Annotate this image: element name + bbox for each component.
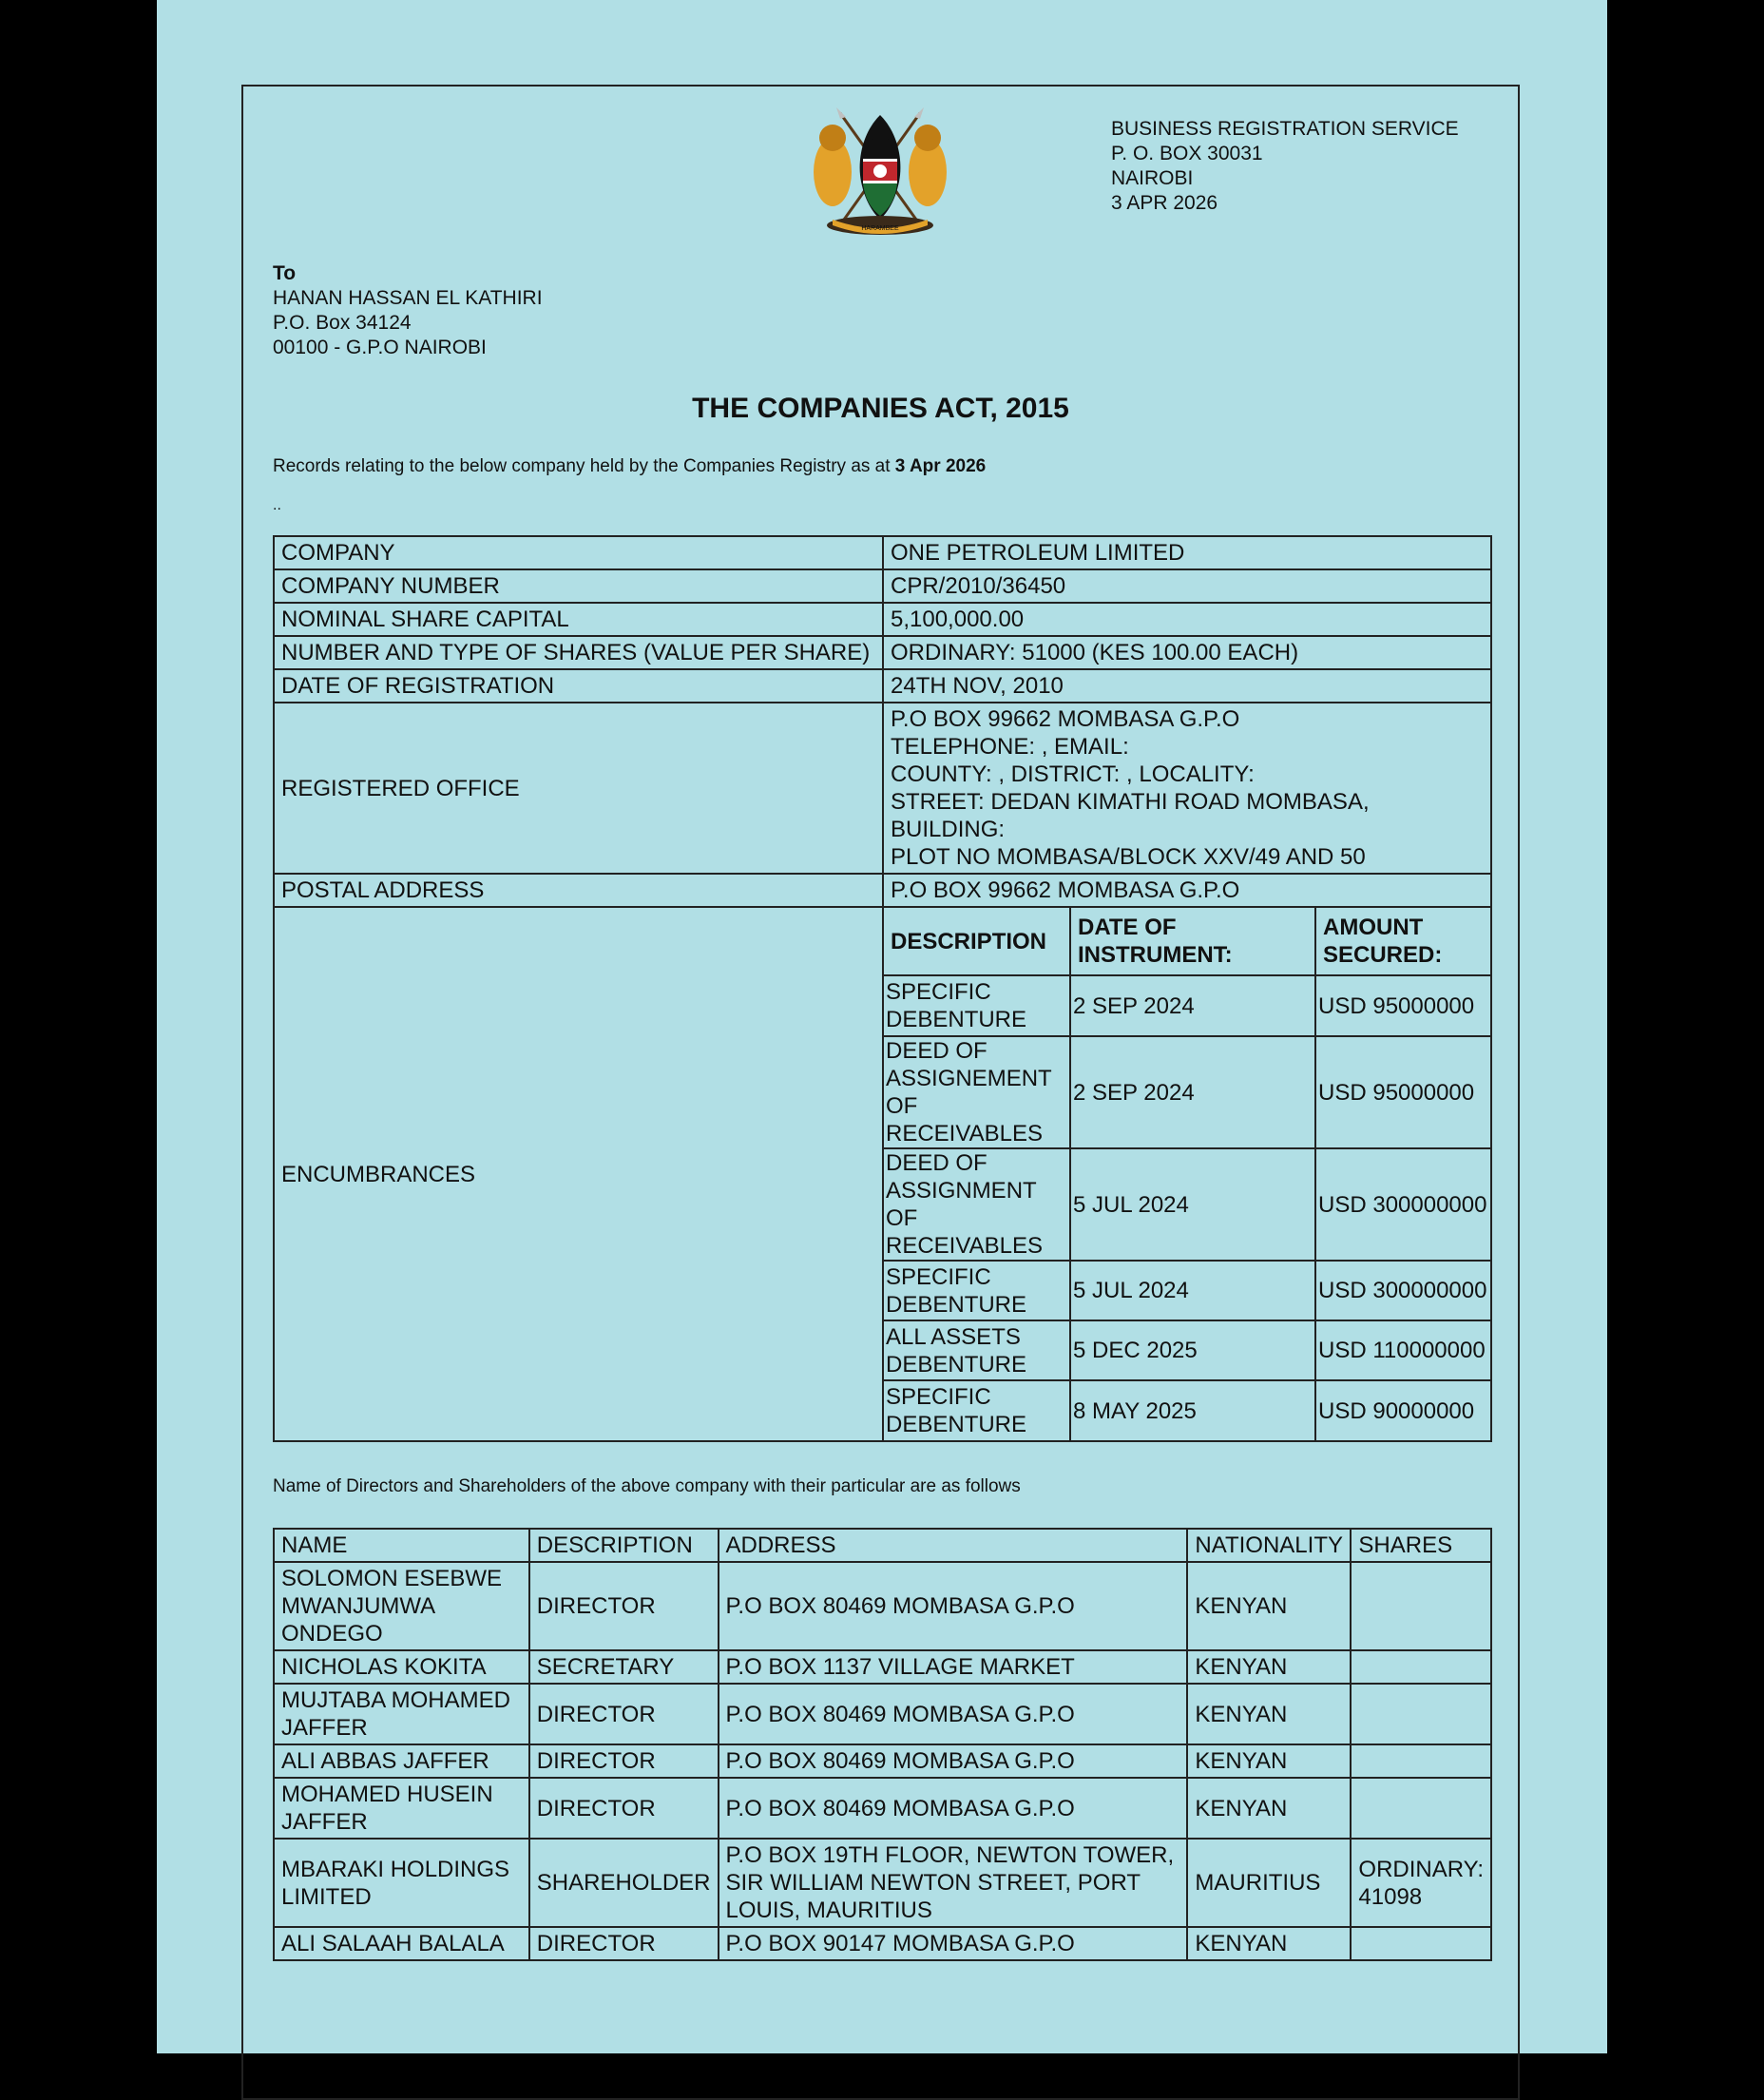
table-row: [274, 1562, 1491, 1650]
shares-type-label: NUMBER AND TYPE OF SHARES (VALUE PER SHARE): [274, 636, 883, 669]
dots: ..: [273, 497, 281, 513]
registered-office-label: REGISTERED OFFICE: [274, 703, 883, 874]
registered-office-value: [883, 703, 1491, 874]
table-cell: 5 DEC 2025: [1070, 1320, 1315, 1380]
director-name: MOHAMED HUSEIN JAFFER: [274, 1778, 529, 1839]
director-nationality: KENYAN: [1187, 1927, 1351, 1960]
column-header: DESCRIPTION: [884, 908, 1070, 975]
table-cell: SPECIFIC DEBENTURE: [884, 1261, 1070, 1320]
table-row: [274, 907, 1491, 1441]
table-cell: 5 JUL 2024: [1070, 1148, 1315, 1261]
director-nationality: KENYAN: [1187, 1744, 1351, 1778]
encumbrances-cell: [883, 907, 1491, 1441]
column-header: NATIONALITY: [1187, 1529, 1351, 1562]
table-row: [274, 1778, 1491, 1839]
table-row: [274, 1927, 1491, 1960]
encumbrances-table: [884, 908, 1490, 1440]
director-nationality: KENYAN: [1187, 1778, 1351, 1839]
director-address: P.O BOX 80469 MOMBASA G.P.O: [719, 1778, 1188, 1839]
company-label: COMPANY: [274, 536, 883, 569]
table-row: [274, 703, 1491, 874]
director-role: DIRECTOR: [529, 1684, 719, 1744]
office-line: P.O BOX 99662 MOMBASA G.P.O: [891, 706, 1240, 732]
column-header: ADDRESS: [719, 1529, 1188, 1562]
sender-line: NAIROBI: [1111, 167, 1194, 189]
director-role: SHAREHOLDER: [529, 1839, 719, 1927]
kenya-coat-of-arms-icon: [804, 106, 956, 239]
director-address: P.O BOX 80469 MOMBASA G.P.O: [719, 1684, 1188, 1744]
director-role: DIRECTOR: [529, 1562, 719, 1650]
table-row: [274, 1684, 1491, 1744]
table-row: [274, 603, 1491, 636]
crest-motto: HARAMBEE: [861, 225, 899, 232]
table-cell: USD 95000000: [1315, 1036, 1490, 1148]
share-capital-label: NOMINAL SHARE CAPITAL: [274, 603, 883, 636]
director-address: P.O BOX 80469 MOMBASA G.P.O: [719, 1744, 1188, 1778]
sender-line: P. O. BOX 30031: [1111, 143, 1263, 164]
sender-address: [1111, 117, 1459, 216]
recipient-city: 00100 - G.P.O NAIROBI: [273, 337, 487, 358]
director-address: P.O BOX 80469 MOMBASA G.P.O: [719, 1562, 1188, 1650]
table-cell: USD 95000000: [1315, 975, 1490, 1036]
shares-type-value: ORDINARY: 51000 (KES 100.00 EACH): [883, 636, 1491, 669]
column-header: SHARES: [1351, 1529, 1491, 1562]
letter-date: 3 APR 2026: [1111, 192, 1218, 214]
company-value: ONE PETROLEUM LIMITED: [883, 536, 1491, 569]
office-line: TELEPHONE: , EMAIL:: [891, 734, 1129, 760]
director-role: DIRECTOR: [529, 1778, 719, 1839]
table-cell: DEED OF ASSIGNMENT OF RECEIVABLES: [884, 1148, 1070, 1261]
table-row: [274, 669, 1491, 703]
directors-intro: Name of Directors and Shareholders of the above company with their particular are as follows: [273, 1476, 1021, 1496]
table-row: [884, 975, 1490, 1036]
director-shares: ORDINARY: 41098: [1351, 1839, 1491, 1927]
director-name: NICHOLAS KOKITA: [274, 1650, 529, 1684]
recipient-address: [273, 261, 543, 360]
director-role: DIRECTOR: [529, 1927, 719, 1960]
table-cell: 5 JUL 2024: [1070, 1261, 1315, 1320]
table-row: [274, 1650, 1491, 1684]
director-nationality: KENYAN: [1187, 1650, 1351, 1684]
table-row: [274, 569, 1491, 603]
table-row: [884, 1320, 1490, 1380]
table-cell: 2 SEP 2024: [1070, 1036, 1315, 1148]
director-name: SOLOMON ESEBWE MWANJUMWA ONDEGO: [274, 1562, 529, 1650]
office-line: PLOT NO MOMBASA/BLOCK XXV/49 AND 50: [891, 844, 1366, 870]
table-cell: USD 300000000: [1315, 1261, 1490, 1320]
table-cell: USD 90000000: [1315, 1380, 1490, 1440]
director-shares: [1351, 1927, 1491, 1960]
share-capital-value: 5,100,000.00: [883, 603, 1491, 636]
company-number-value: CPR/2010/36450: [883, 569, 1491, 603]
company-number-label: COMPANY NUMBER: [274, 569, 883, 603]
table-row: [884, 1148, 1490, 1261]
registration-date-value: 24TH NOV, 2010: [883, 669, 1491, 703]
director-name: MBARAKI HOLDINGS LIMITED: [274, 1839, 529, 1927]
company-details-table: [273, 535, 1492, 1442]
registration-date-label: DATE OF REGISTRATION: [274, 669, 883, 703]
recipient-box: P.O. Box 34124: [273, 312, 412, 334]
table-cell: 2 SEP 2024: [1070, 975, 1315, 1036]
column-header: AMOUNT SECURED:: [1315, 908, 1490, 975]
directors-table: [273, 1528, 1492, 1961]
records-text: Records relating to the below company held by the Companies Registry as at: [273, 456, 895, 476]
postal-address-value: P.O BOX 99662 MOMBASA G.P.O: [883, 874, 1491, 907]
records-date: 3 Apr 2026: [894, 456, 987, 476]
encumbrances-label: ENCUMBRANCES: [274, 907, 883, 1441]
sender-line: BUSINESS REGISTRATION SERVICE: [1111, 118, 1459, 140]
table-cell: ALL ASSETS DEBENTURE: [884, 1320, 1070, 1380]
director-name: MUJTABA MOHAMED JAFFER: [274, 1684, 529, 1744]
director-shares: [1351, 1650, 1491, 1684]
document-page: [157, 0, 1607, 2053]
director-address: P.O BOX 1137 VILLAGE MARKET: [719, 1650, 1188, 1684]
column-header: NAME: [274, 1529, 529, 1562]
table-row: [884, 1380, 1490, 1440]
director-role: DIRECTOR: [529, 1744, 719, 1778]
office-line: STREET: DEDAN KIMATHI ROAD MOMBASA, BUILDING:: [891, 789, 1370, 842]
director-name: ALI SALAAH BALALA: [274, 1927, 529, 1960]
recipient-to-label: To: [273, 262, 297, 284]
director-name: ALI ABBAS JAFFER: [274, 1744, 529, 1778]
director-shares: [1351, 1562, 1491, 1650]
director-nationality: KENYAN: [1187, 1562, 1351, 1650]
director-address: P.O BOX 90147 MOMBASA G.P.O: [719, 1927, 1188, 1960]
table-row: [274, 1744, 1491, 1778]
document-frame: [241, 85, 1520, 2100]
table-cell: SPECIFIC DEBENTURE: [884, 975, 1070, 1036]
director-shares: [1351, 1744, 1491, 1778]
director-nationality: MAURITIUS: [1187, 1839, 1351, 1927]
table-cell: USD 110000000: [1315, 1320, 1490, 1380]
table-row: [274, 874, 1491, 907]
director-shares: [1351, 1778, 1491, 1839]
table-header-row: [274, 1529, 1491, 1562]
table-row: [274, 536, 1491, 569]
table-row: [884, 1261, 1490, 1320]
column-header: DESCRIPTION: [529, 1529, 719, 1562]
recipient-name: HANAN HASSAN EL KATHIRI: [273, 287, 543, 309]
office-line: COUNTY: , DISTRICT: , LOCALITY:: [891, 761, 1255, 787]
table-cell: 8 MAY 2025: [1070, 1380, 1315, 1440]
table-cell: USD 300000000: [1315, 1148, 1490, 1261]
director-address: P.O BOX 19TH FLOOR, NEWTON TOWER, SIR WILLIAM NEWTON STREET, PORT LOUIS, MAURITIUS: [719, 1839, 1188, 1927]
page-title: THE COMPANIES ACT, 2015: [692, 393, 1069, 424]
table-cell: SPECIFIC DEBENTURE: [884, 1380, 1070, 1440]
table-cell: DEED OF ASSIGNEMENT OF RECEIVABLES: [884, 1036, 1070, 1148]
table-row: [884, 1036, 1490, 1148]
column-header: DATE OF INSTRUMENT:: [1070, 908, 1315, 975]
director-shares: [1351, 1684, 1491, 1744]
table-header-row: [884, 908, 1490, 975]
table-row: [274, 1839, 1491, 1927]
director-role: SECRETARY: [529, 1650, 719, 1684]
records-statement: [273, 456, 986, 477]
table-row: [274, 636, 1491, 669]
postal-address-label: POSTAL ADDRESS: [274, 874, 883, 907]
director-nationality: KENYAN: [1187, 1684, 1351, 1744]
